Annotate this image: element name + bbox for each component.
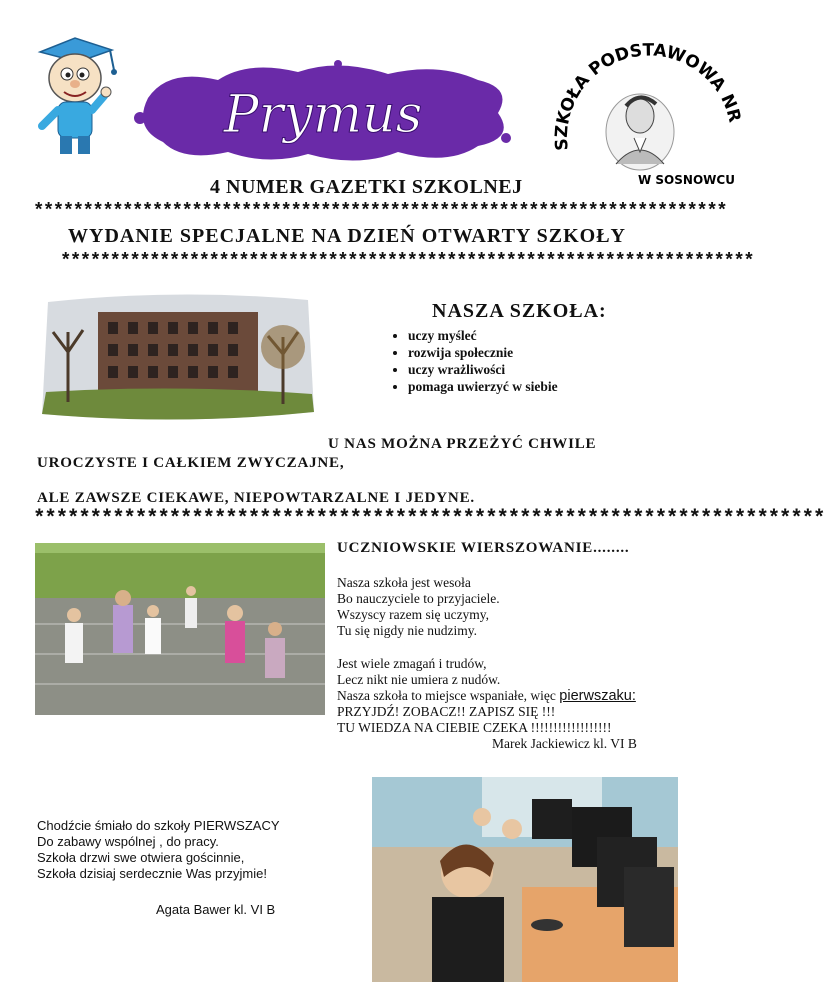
computer-room-photo	[372, 777, 678, 982]
star-divider: **********************************************************************	[33, 200, 727, 222]
poem-invite-text: Nasza szkoła to miejsce wspaniałe, więc	[337, 688, 560, 703]
poem-line: Szkoła drzwi swe otwiera gościnnie,	[37, 850, 245, 865]
poem-line: TU WIEDZA NA CIEBIE CZEKA !!!!!!!!!!!!!!!!!!	[337, 720, 612, 735]
school-building-photo	[38, 292, 318, 422]
poem-invite-emphasis: pierwszaku:	[559, 688, 636, 704]
list-item: • uczy wrażliwości	[408, 361, 558, 378]
poem-line: Nasza szkoła jest wesoła	[337, 575, 471, 590]
seal-arc-text: SZKOŁA PODSTAWOWA NR	[551, 40, 745, 152]
poem-line: Chodźcie śmiało do szkoły PIERWSZACY	[37, 818, 280, 833]
list-item: • uczy myśleć	[408, 327, 558, 344]
list-item: • pomaga uwierzyć w siebie	[408, 378, 558, 395]
seal-bottom-text: W SOSNOWCU	[638, 173, 735, 187]
school-values-list	[390, 327, 558, 395]
poem-stanza	[337, 656, 637, 752]
poem-line-invite	[337, 688, 637, 704]
star-divider: **********************************************************************	[33, 508, 824, 531]
poem-left	[37, 818, 280, 882]
poem-stanza	[337, 575, 500, 639]
poem-author: Marek Jackiewicz kl. VI B	[492, 736, 637, 751]
poem-line: PRZYJDŹ! ZOBACZ!! ZAPISZ SIĘ !!!	[337, 704, 556, 719]
poem-line: Wszyscy razem się uczymy,	[337, 607, 490, 622]
school-slogan-line: UROCZYSTE I CAŁKIEM ZWYCZAJNE,	[37, 455, 345, 471]
poem-line: Tu się nigdy nie nudzimy.	[337, 623, 478, 638]
mascot-illustration	[30, 30, 120, 160]
poem-line: Bo nauczyciele to przyjaciele.	[337, 591, 500, 606]
kids-dancing-photo	[35, 543, 325, 715]
poem-left-author: Agata Bawer kl. VI B	[156, 902, 276, 917]
school-slogan-line: ALE ZAWSZE CIEKAWE, NIEPOWTARZALNE I JEDYNE.	[37, 490, 475, 506]
poem-line: Jest wiele zmagań i trudów,	[337, 656, 487, 671]
star-divider: **********************************************************************	[60, 250, 754, 272]
school-slogan-line: U NAS MOŻNA PRZEŻYĆ CHWILE	[328, 436, 597, 452]
school-heading: NASZA SZKOŁA:	[432, 300, 607, 322]
poem-line: Lecz nikt nie umiera z nudów.	[337, 672, 501, 687]
poem-line: Szkoła dzisiaj serdecznie Was przyjmie!	[37, 866, 267, 881]
poem-title: UCZNIOWSKIE WIERSZOWANIE........	[337, 540, 630, 556]
school-seal	[540, 40, 750, 200]
poem-line: Do zabawy wspólnej , do pracy.	[37, 834, 219, 849]
special-edition-title: WYDANIE SPECJALNE NA DZIEŃ OTWARTY SZKOŁY	[68, 225, 626, 247]
list-item: • rozwija społecznie	[408, 344, 558, 361]
logo-text: Prymus	[223, 85, 423, 145]
issue-title: 4 NUMER GAZETKI SZKOLNEJ	[210, 176, 523, 198]
prymus-logo	[128, 58, 518, 168]
